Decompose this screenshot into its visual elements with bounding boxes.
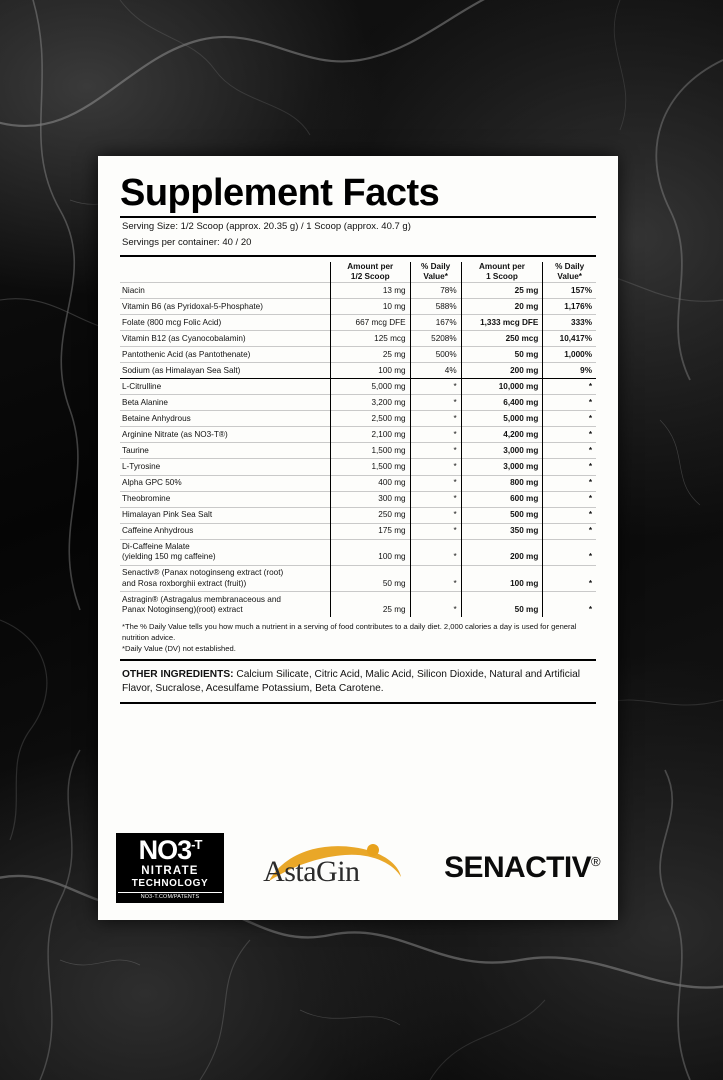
table-row	[120, 363, 596, 379]
row-amount-one-scoop: 25 mg	[461, 283, 543, 299]
ingredient-label: Senactiv® (Panax notoginseng extract (root)	[122, 568, 284, 578]
no3t-line2: NITRATE	[141, 865, 199, 878]
row-dv-half-scoop: *	[410, 523, 461, 539]
row-ingredient-name	[120, 475, 330, 491]
row-dv-one-scoop: *	[543, 523, 596, 539]
supplement-facts-panel	[98, 156, 618, 920]
row-dv-half-scoop: *	[410, 491, 461, 507]
row-dv-half-scoop: *	[410, 379, 461, 395]
row-ingredient-name	[120, 379, 330, 395]
row-ingredient-name	[120, 539, 330, 565]
no3t-line1-sup: -T	[191, 837, 202, 853]
row-amount-half-scoop: 100 mg	[330, 363, 410, 379]
row-dv-half-scoop: *	[410, 427, 461, 443]
other-ingredients-body: Calcium Silicate, Citric Acid, Malic Acid, Silicon Dioxide, Natural and Artificial Flavor, Sucralose, Acesulfame Potassium, Beta Carotene.	[122, 668, 581, 694]
ingredient-label: Pantothenic Acid (as Pantothenate)	[122, 349, 251, 359]
astagin-logo	[259, 839, 409, 897]
row-dv-one-scoop: *	[543, 491, 596, 507]
row-amount-half-scoop: 2,100 mg	[330, 427, 410, 443]
table-row	[120, 427, 596, 443]
row-dv-half-scoop: 167%	[410, 315, 461, 331]
table-row	[120, 283, 596, 299]
row-amount-one-scoop: 200 mg	[461, 539, 543, 565]
row-dv-one-scoop: 157%	[543, 283, 596, 299]
row-amount-one-scoop: 6,400 mg	[461, 395, 543, 411]
no3t-logo	[116, 833, 224, 903]
row-ingredient-name	[120, 395, 330, 411]
row-ingredient-name	[120, 507, 330, 523]
senactiv-wordmark: SENACTIV	[444, 851, 592, 884]
row-amount-one-scoop: 10,000 mg	[461, 379, 543, 395]
row-dv-one-scoop: 333%	[543, 315, 596, 331]
row-dv-half-scoop: *	[410, 475, 461, 491]
row-amount-one-scoop: 20 mg	[461, 299, 543, 315]
other-ingredients-heading: OTHER INGREDIENTS:	[122, 668, 234, 680]
table-row	[120, 475, 596, 491]
row-amount-half-scoop: 3,200 mg	[330, 395, 410, 411]
row-ingredient-name	[120, 491, 330, 507]
row-amount-one-scoop: 500 mg	[461, 507, 543, 523]
row-ingredient-name	[120, 523, 330, 539]
row-ingredient-name	[120, 315, 330, 331]
footnote-dv-not-established: *Daily Value (DV) not established.	[122, 644, 236, 654]
row-dv-one-scoop: 1,176%	[543, 299, 596, 315]
row-ingredient-name	[120, 347, 330, 363]
table-row	[120, 507, 596, 523]
ingredient-label: Betaine Anhydrous	[122, 413, 191, 423]
header-rule	[120, 255, 596, 257]
table-row	[120, 347, 596, 363]
row-ingredient-name	[120, 592, 330, 618]
ingredient-label: Di-Caffeine Malate	[122, 542, 190, 552]
row-ingredient-name	[120, 459, 330, 475]
serving-size: Serving Size: 1/2 Scoop (approx. 20.35 g) / 1 Scoop (approx. 40.7 g)	[122, 221, 411, 232]
row-dv-half-scoop: *	[410, 592, 461, 618]
bottom-rule	[120, 702, 596, 704]
footnotes	[120, 622, 596, 654]
senactiv-registered-mark: ®	[591, 854, 600, 869]
row-amount-half-scoop: 1,500 mg	[330, 443, 410, 459]
header-amount-half: Amount per 1/2 Scoop	[330, 262, 410, 283]
row-dv-one-scoop: *	[543, 443, 596, 459]
row-dv-one-scoop: *	[543, 427, 596, 443]
row-amount-half-scoop: 250 mg	[330, 507, 410, 523]
row-amount-half-scoop: 667 mcg DFE	[330, 315, 410, 331]
row-dv-one-scoop: 10,417%	[543, 331, 596, 347]
row-amount-one-scoop: 50 mg	[461, 592, 543, 618]
no3t-line3: TECHNOLOGY	[131, 877, 209, 889]
row-dv-half-scoop: *	[410, 411, 461, 427]
row-amount-half-scoop: 25 mg	[330, 592, 410, 618]
footnote-daily-value: *The % Daily Value tells you how much a nutrient in a serving of food contributes to a daily diet. 2,000 calories a day is used for general nutrition advice.	[122, 622, 577, 643]
table-row	[120, 459, 596, 475]
other-ingredients	[120, 661, 596, 702]
row-amount-one-scoop: 3,000 mg	[461, 443, 543, 459]
row-dv-one-scoop: *	[543, 565, 596, 591]
row-amount-one-scoop: 350 mg	[461, 523, 543, 539]
row-dv-half-scoop: *	[410, 539, 461, 565]
ingredient-label: Sodium (as Himalayan Sea Salt)	[122, 365, 241, 375]
row-dv-half-scoop: 4%	[410, 363, 461, 379]
row-amount-one-scoop: 100 mg	[461, 565, 543, 591]
row-ingredient-name	[120, 565, 330, 591]
row-amount-half-scoop: 125 mcg	[330, 331, 410, 347]
table-row	[120, 395, 596, 411]
header-dv-one: % Daily Value*	[543, 262, 596, 283]
table-row	[120, 443, 596, 459]
table-row	[120, 565, 596, 591]
table-row	[120, 299, 596, 315]
row-dv-one-scoop: 1,000%	[543, 347, 596, 363]
row-amount-one-scoop: 800 mg	[461, 475, 543, 491]
row-dv-one-scoop: *	[543, 379, 596, 395]
row-ingredient-name	[120, 299, 330, 315]
table-row	[120, 411, 596, 427]
row-ingredient-name	[120, 427, 330, 443]
title-rule	[120, 216, 596, 218]
row-dv-half-scoop: 500%	[410, 347, 461, 363]
ingredient-label: Taurine	[122, 445, 149, 455]
table-row	[120, 592, 596, 618]
row-dv-one-scoop: *	[543, 539, 596, 565]
row-ingredient-name	[120, 363, 330, 379]
row-amount-half-scoop: 100 mg	[330, 539, 410, 565]
ingredient-label: Niacin	[122, 285, 145, 295]
row-amount-half-scoop: 50 mg	[330, 565, 410, 591]
row-amount-one-scoop: 600 mg	[461, 491, 543, 507]
row-amount-one-scoop: 1,333 mcg DFE	[461, 315, 543, 331]
row-dv-half-scoop: 5208%	[410, 331, 461, 347]
header-amount-one: Amount per 1 Scoop	[461, 262, 543, 283]
row-ingredient-name	[120, 411, 330, 427]
row-dv-one-scoop: *	[543, 411, 596, 427]
row-dv-one-scoop: 9%	[543, 363, 596, 379]
header-blank	[120, 262, 330, 283]
logo-row	[106, 822, 610, 914]
table-row	[120, 315, 596, 331]
table-row	[120, 523, 596, 539]
ingredient-label-continued: and Rosa roxborghii extract (fruit))	[122, 578, 247, 588]
row-ingredient-name	[120, 443, 330, 459]
table-row	[120, 331, 596, 347]
row-amount-half-scoop: 10 mg	[330, 299, 410, 315]
ingredient-label-continued: Panax Notoginseng)(root) extract	[122, 604, 243, 614]
row-amount-half-scoop: 300 mg	[330, 491, 410, 507]
row-dv-half-scoop: *	[410, 507, 461, 523]
row-dv-one-scoop: *	[543, 459, 596, 475]
ingredient-label: Vitamin B6 (as Pyridoxal-5-Phosphate)	[122, 301, 263, 311]
table-header-row	[120, 262, 596, 283]
row-amount-one-scoop: 50 mg	[461, 347, 543, 363]
row-amount-half-scoop: 13 mg	[330, 283, 410, 299]
ingredient-label: Caffeine Anhydrous	[122, 525, 194, 535]
ingredient-label: Arginine Nitrate (as NO3-T®)	[122, 429, 228, 439]
row-amount-half-scoop: 25 mg	[330, 347, 410, 363]
row-dv-one-scoop: *	[543, 475, 596, 491]
servings-per-container: Servings per container: 40 / 20	[122, 236, 252, 248]
no3t-line4: NO3-T.COM/PATENTS	[118, 892, 222, 900]
ingredient-label: Folate (800 mcg Folic Acid)	[122, 317, 222, 327]
header-dv-half: % Daily Value*	[410, 262, 461, 283]
row-dv-one-scoop: *	[543, 507, 596, 523]
table-row	[120, 379, 596, 395]
table-row	[120, 491, 596, 507]
no3t-line1: NO3	[138, 835, 192, 866]
ingredient-label: L-Citrulline	[122, 381, 162, 391]
ingredient-label-continued: (yielding 150 mg caffeine)	[122, 552, 216, 562]
row-amount-one-scoop: 250 mcg	[461, 331, 543, 347]
row-amount-one-scoop: 200 mg	[461, 363, 543, 379]
row-amount-half-scoop: 2,500 mg	[330, 411, 410, 427]
row-dv-one-scoop: *	[543, 592, 596, 618]
row-amount-half-scoop: 1,500 mg	[330, 459, 410, 475]
table-row	[120, 539, 596, 565]
row-amount-half-scoop: 175 mg	[330, 523, 410, 539]
ingredient-label: L-Tyrosine	[122, 461, 161, 471]
ingredient-label: Astragin® (Astragalus membranaceous and	[122, 594, 281, 604]
row-ingredient-name	[120, 331, 330, 347]
row-dv-half-scoop: *	[410, 395, 461, 411]
ingredient-label: Vitamin B12 (as Cyanocobalamin)	[122, 333, 246, 343]
row-amount-half-scoop: 5,000 mg	[330, 379, 410, 395]
row-dv-half-scoop: *	[410, 443, 461, 459]
nutrition-table	[120, 262, 596, 618]
senactiv-logo	[444, 851, 600, 885]
row-dv-one-scoop: *	[543, 395, 596, 411]
row-dv-half-scoop: 78%	[410, 283, 461, 299]
ingredient-label: Alpha GPC 50%	[122, 477, 182, 487]
row-amount-one-scoop: 5,000 mg	[461, 411, 543, 427]
ingredient-label: Beta Alanine	[122, 397, 168, 407]
row-dv-half-scoop: *	[410, 459, 461, 475]
astagin-wordmark: AstaGin	[263, 855, 360, 888]
row-amount-half-scoop: 400 mg	[330, 475, 410, 491]
row-ingredient-name	[120, 283, 330, 299]
ingredient-label: Himalayan Pink Sea Salt	[122, 509, 213, 519]
row-dv-half-scoop: 588%	[410, 299, 461, 315]
ingredient-label: Theobromine	[122, 493, 171, 503]
row-amount-one-scoop: 3,000 mg	[461, 459, 543, 475]
row-dv-half-scoop: *	[410, 565, 461, 591]
row-amount-one-scoop: 4,200 mg	[461, 427, 543, 443]
page-title: Supplement Facts	[120, 172, 440, 214]
